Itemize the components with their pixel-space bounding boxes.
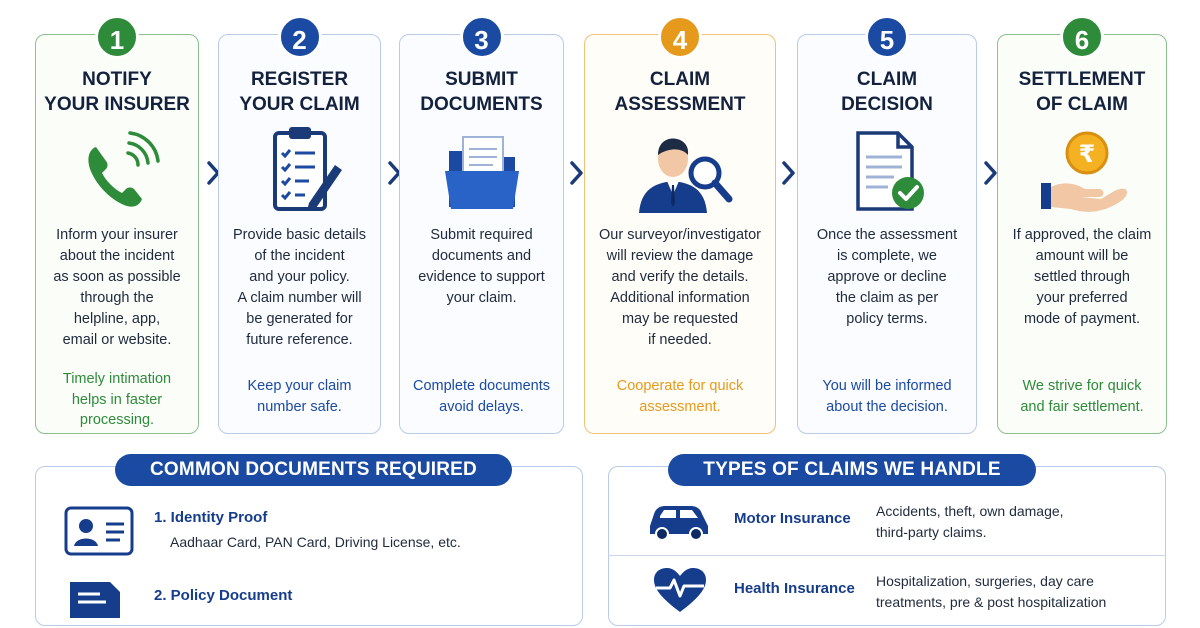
step-card-submit — [399, 25, 564, 434]
rupee-hand-icon — [1027, 123, 1137, 219]
policy-document-icon — [66, 578, 124, 608]
step-note: Timely intimation helps in faster processing. — [62, 371, 172, 428]
step-card-assessment — [584, 25, 776, 434]
step-note: You will be informed about the decision. — [822, 378, 952, 415]
step-description: Provide basic details of the incident and your policy. A claim number will be generated for future reference. — [233, 227, 366, 348]
heartbeat-icon — [650, 566, 710, 616]
row-divider — [608, 555, 1166, 556]
surveyor-icon — [625, 123, 735, 219]
step-card-decision — [797, 25, 977, 434]
document-item-title: 2. Policy Document — [154, 587, 293, 604]
step-note: Cooperate for quick assessment. — [616, 378, 744, 415]
step-note: We strive for quick and fair settlement. — [1020, 378, 1144, 415]
step-card-settlement — [997, 25, 1167, 434]
step-description: Once the assessment is complete, we approve or decline the claim as per policy terms. — [816, 227, 958, 327]
step-title: SUBMIT DOCUMENTS — [420, 69, 543, 115]
chevron-right-icon — [781, 160, 797, 186]
step-description: Our surveyor/investigator will review the damage and verify the details. Additional information may be requested if needed. — [599, 227, 761, 348]
step-description: If approved, the claim amount will be settled through your preferred mode of payment. — [1012, 227, 1152, 327]
claim-type-row — [608, 558, 1166, 628]
step-number-badge: 6 — [1060, 15, 1104, 59]
step-number-badge: 5 — [865, 15, 909, 59]
claims-panel-header: TYPES OF CLAIMS WE HANDLE — [668, 454, 1036, 486]
documents-panel-header: COMMON DOCUMENTS REQUIRED — [115, 454, 512, 486]
phone-icon — [62, 123, 172, 219]
claim-type-description: Accidents, theft, own damage, third-party claims. — [876, 503, 1064, 540]
step-number-badge: 2 — [278, 15, 322, 59]
step-title: CLAIM DECISION — [841, 69, 933, 115]
step-description: Submit required documents and evidence to support your claim. — [418, 227, 545, 306]
car-icon — [646, 500, 712, 540]
step-note: Keep your claim number safe. — [247, 378, 352, 415]
step-number-badge: 4 — [658, 15, 702, 59]
step-note: Complete documents avoid delays. — [412, 378, 550, 415]
chevron-right-icon — [569, 160, 585, 186]
claim-type-row — [608, 488, 1166, 558]
step-title: REGISTER YOUR CLAIM — [239, 69, 360, 115]
step-card-register — [218, 25, 381, 434]
step-card-notify — [35, 25, 199, 434]
approved-document-icon — [832, 123, 942, 219]
claim-type-name: Motor Insurance — [734, 510, 851, 527]
folder-icon — [427, 123, 537, 219]
id-card-icon — [64, 506, 134, 556]
step-title: SETTLEMENT OF CLAIM — [1018, 69, 1146, 115]
step-number-badge: 3 — [460, 15, 504, 59]
step-title: NOTIFY YOUR INSURER — [44, 69, 190, 115]
step-title: CLAIM ASSESSMENT — [614, 69, 746, 115]
clipboard-icon — [245, 123, 355, 219]
step-number-badge: 1 — [95, 15, 139, 59]
document-item-description: Aadhaar Card, PAN Card, Driving License, etc. — [170, 534, 461, 550]
claim-type-description: Hospitalization, surgeries, day care treatments, pre & post hospitalization — [876, 573, 1107, 610]
svg-text:₹: ₹ — [1078, 140, 1096, 168]
step-description: Inform your insurer about the incident as soon as possible through the helpline, app, email or website. — [53, 227, 181, 348]
claim-type-name: Health Insurance — [734, 580, 855, 597]
document-item-title: 1. Identity Proof — [154, 509, 268, 526]
